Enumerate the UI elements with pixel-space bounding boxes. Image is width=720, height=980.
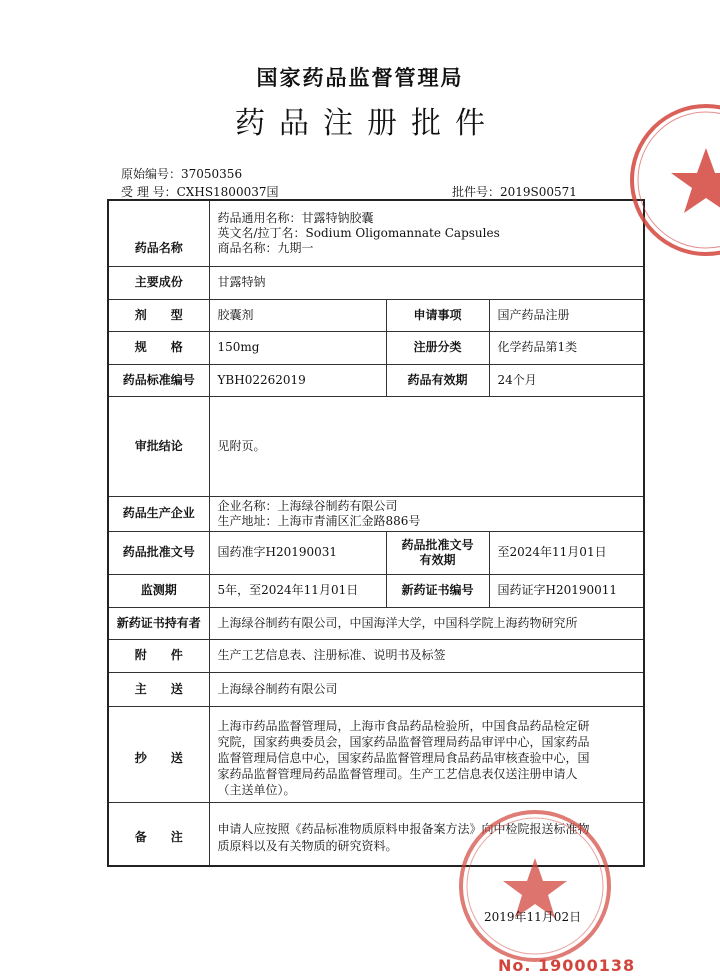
standard-no-label: 药品标准编号 <box>108 364 209 396</box>
cc-label: 抄 送 <box>108 706 209 802</box>
new-drug-cert-label: 新药证书编号 <box>386 574 489 607</box>
acceptance-number: 受 理 号：CXHS1800037国 <box>121 185 279 199</box>
cc-line-1: 上海市药品监督管理局，上海市食品药品检验所，中国食品药品检定研 <box>217 719 590 733</box>
approval-doc-value: 国药准字H20190031 <box>209 531 386 574</box>
cc-value <box>209 706 644 802</box>
manufacturer-address: 生产地址：上海市青浦区汇金路886号 <box>217 513 421 528</box>
conclusion-value: 见附页。 <box>209 396 644 496</box>
application-value: 国产药品注册 <box>489 299 644 331</box>
manufacturer-label: 药品生产企业 <box>108 496 209 531</box>
manufacturer-name: 企业名称：上海绿谷制药有限公司 <box>217 498 398 513</box>
ingredient-value: 甘露特钠 <box>209 266 644 299</box>
approval-doc-valid-label-line2: 有效期 <box>419 552 456 567</box>
conclusion-label: 审批结论 <box>108 396 209 496</box>
document-title: 药品注册批件 <box>235 106 499 141</box>
cert-holder-value: 上海绿谷制药有限公司，中国海洋大学，中国科学院上海药物研究所 <box>209 607 644 639</box>
cert-holder-label: 新药证书持有者 <box>108 607 209 639</box>
approval-doc-valid-label <box>386 531 489 574</box>
trade-name: 商品名称：九期一 <box>217 240 314 255</box>
approval-doc-valid-label-line1: 药品批准文号 <box>401 537 474 552</box>
remarks-line-2: 质原料以及有关物质的研究资料。 <box>217 838 398 853</box>
issue-date: 2019年11月02日 <box>484 910 582 924</box>
dosage-form-value: 胶囊剂 <box>209 299 386 331</box>
main-recipient-label: 主 送 <box>108 672 209 706</box>
row-standard <box>108 364 644 396</box>
cc-line-5: （主送单位）。 <box>217 783 296 797</box>
reg-class-value: 化学药品第1类 <box>489 331 644 364</box>
attachment-value: 生产工艺信息表、注册标准、说明书及标签 <box>209 639 644 672</box>
ingredient-label: 主要成份 <box>108 266 209 299</box>
cc-line-4: 家药品监督管理局药品监督管理司。生产工艺信息表仅送注册申请人 <box>217 767 578 781</box>
row-drug-name <box>108 200 644 266</box>
new-drug-cert-value: 国药证字H20190011 <box>489 574 644 607</box>
registration-table <box>107 199 645 867</box>
application-label: 申请事项 <box>386 299 489 331</box>
row-approval-doc <box>108 531 644 574</box>
monitoring-value: 5年，至2024年11月01日 <box>209 574 386 607</box>
validity-label: 药品有效期 <box>386 364 489 396</box>
row-spec <box>108 331 644 364</box>
row-dosage <box>108 299 644 331</box>
cc-line-3: 监督管理局信息中心，国家药品监督管理局食品药品审核查验中心，国 <box>217 751 590 765</box>
row-ingredient <box>108 266 644 299</box>
spec-value: 150mg <box>209 331 386 364</box>
row-monitoring <box>108 574 644 607</box>
remarks-label: 备 注 <box>108 802 209 866</box>
row-cc <box>108 706 644 802</box>
registration-seal-bottom <box>455 806 615 966</box>
standard-no-value: YBH02262019 <box>209 364 386 396</box>
row-cert-holder <box>108 607 644 639</box>
approval-doc-valid-value: 至2024年11月01日 <box>489 531 644 574</box>
main-recipient-value: 上海绿谷制药有限公司 <box>209 672 644 706</box>
english-name: 英文名/拉丁名：Sodium Oligomannate Capsules <box>217 225 500 240</box>
reg-class-label: 注册分类 <box>386 331 489 364</box>
seal-serial-number: No. 19000138 <box>498 956 636 975</box>
validity-value: 24个月 <box>489 364 644 396</box>
attachment-label: 附 件 <box>108 639 209 672</box>
row-main-recipient <box>108 672 644 706</box>
agency-title: 国家药品监督管理局 <box>256 66 464 90</box>
drug-name-label: 药品名称 <box>108 200 209 266</box>
original-number: 原始编号：37050356 <box>121 167 243 181</box>
monitoring-label: 监测期 <box>108 574 209 607</box>
generic-name: 药品通用名称：甘露特钠胶囊 <box>217 210 374 225</box>
dosage-form-label: 剂 型 <box>108 299 209 331</box>
cc-line-2: 究院，国家药典委员会，国家药品监督管理局药品审评中心，国家药品 <box>217 735 590 749</box>
approval-number: 批件号：2019S00571 <box>452 185 577 199</box>
remarks-line-1: 申请人应按照《药品标准物质原料申报备案方法》向中检院报送标准物 <box>217 821 590 836</box>
drug-name-value <box>209 200 644 266</box>
row-attachment <box>108 639 644 672</box>
registration-seal-top <box>618 100 720 280</box>
approval-doc-label: 药品批准文号 <box>108 531 209 574</box>
manufacturer-value <box>209 496 644 531</box>
row-conclusion <box>108 396 644 496</box>
spec-label: 规 格 <box>108 331 209 364</box>
row-manufacturer <box>108 496 644 531</box>
